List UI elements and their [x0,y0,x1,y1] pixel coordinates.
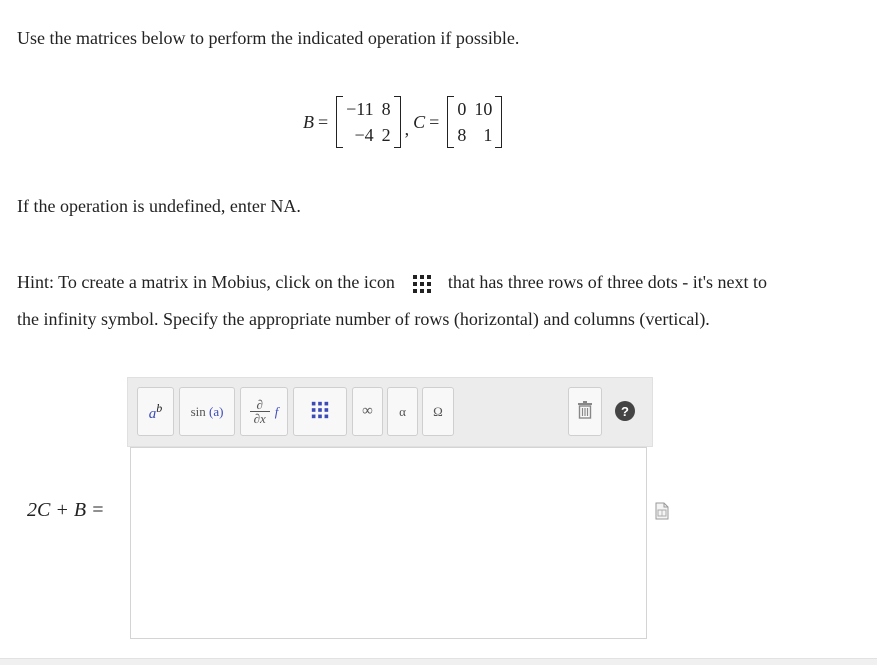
alpha-button[interactable] [387,387,418,436]
sin-arg: (a) [208,403,224,419]
hint-text-after: that has three rows of three dots - it's next to [447,272,767,292]
matrix-dots-icon [411,273,433,295]
equals-sign: = [318,111,329,132]
hint-line-1 [17,272,767,295]
alpha-icon: α [399,403,406,419]
matrix-c-name: C [413,111,426,132]
hint-line-2: the infinity symbol. Specify the appropriate number of rows (horizontal) and columns (vertical). [17,309,710,329]
sin-label: sin [190,403,206,419]
matrix-dots-icon [310,400,330,424]
answer-input[interactable] [130,447,647,639]
infinity-icon: ∞ [362,403,373,419]
separator-comma: , [404,119,410,139]
matrix-b-cell: −11 [346,99,374,119]
matrix-b [336,96,400,148]
document-preview-icon[interactable] [655,502,669,525]
infinity-button[interactable] [352,387,383,436]
matrix-b-cell: −4 [354,125,374,145]
derivative-icon: ∂ ∂x f [250,398,279,425]
equation-toolbar [127,377,653,447]
omega-icon: Ω [433,403,443,419]
answer-lhs: 2C + B = [27,499,105,521]
matrix-c [447,96,502,148]
trash-button[interactable] [568,387,602,436]
matrix-b-name: B [303,111,314,132]
matrix-button[interactable] [293,387,347,436]
sin-function-button[interactable] [179,387,235,436]
help-button[interactable] [615,401,635,421]
matrix-b-cell: 2 [381,125,391,145]
matrix-c-cell: 10 [474,99,493,119]
omega-button[interactable] [422,387,454,436]
matrix-definitions [303,92,506,152]
answer-expression-label [27,499,105,522]
matrix-b-cell: 8 [381,99,391,119]
matrix-c-cell: 8 [457,125,467,145]
sin-function-icon [191,404,224,420]
matrix-c-cell: 0 [457,99,467,119]
hint-text-before: Hint: To create a matrix in Mobius, click on the icon [17,272,395,292]
undefined-note: If the operation is undefined, enter NA. [17,196,301,216]
superscript-icon: $a^b$ [148,400,163,422]
superscript-button[interactable] [137,387,174,436]
derivative-button[interactable] [240,387,288,436]
trash-icon [577,401,593,423]
instruction-text: Use the matrices below to perform the indicated operation if possible. [17,28,520,48]
equals-sign: = [429,111,440,132]
matrix-c-cell: 1 [483,125,493,145]
help-icon: ? [621,403,629,419]
